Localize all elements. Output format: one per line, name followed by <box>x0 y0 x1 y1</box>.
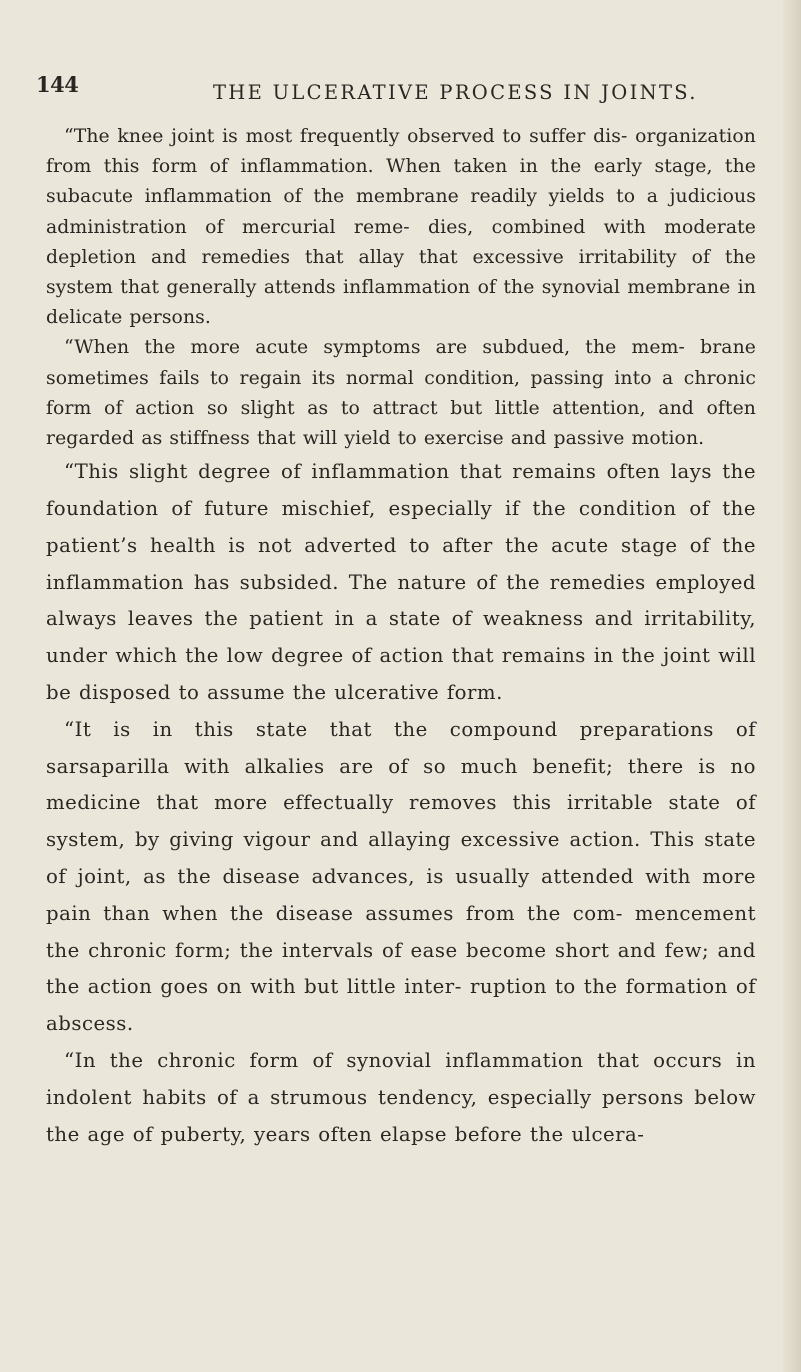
paragraph-slight-degree: “This slight degree of inflammation that remains often lays the foundation of future mischief, especially if the condition of the patient’s health is not adverted to after the acute stage of the inflammation has subsided. The nature of the remedies employed always leaves the patient in a state of weakness and irritability, under which the low degree of action that remains in the joint will be disposed to assume the ulcerative form. <box>46 460 756 705</box>
running-title: THE ULCERATIVE PROCESS IN JOINTS. <box>213 81 698 104</box>
page-edge <box>783 0 801 1372</box>
paragraph-knee-joint: “The knee joint is most frequently observed to suffer dis- organization from this form of inflammation. When taken in the early stage, the subacute inflammation of the membrane readily yields to a judicious administration of mercurial reme- dies, combined with moderate depletion and remedies that allay that excessive irritability of the system that generally attends inflammation of the synovial membrane in delicate persons. <box>46 126 756 329</box>
paragraph-chronic-form: “In the chronic form of synovial inflammation that occurs in indolent habits of a strumous tendency, especially persons below the age of puberty, years often elapse before the ulcera- <box>46 1048 756 1146</box>
body-text <box>46 122 756 1153</box>
paragraph-sarsaparilla: “It is in this state that the compound preparations of sarsaparilla with alkalies are of so much benefit; there is no medicine that more effectually removes this irritable state of system, by giving vigour and allaying excessive action. This state of joint, as the disease advances, is usually attended with more pain than when the disease assumes from the com- mencement the chronic form; the intervals of ease become short and few; and the action goes on with but little inter- ruption to the formation of abscess. <box>46 717 756 1036</box>
page-header <box>36 72 776 112</box>
paragraph-acute-symptoms: “When the more acute symptoms are subdued, the mem- brane sometimes fails to regain its normal condition, passing into a chronic form of action so slight as to attract but little attention, and often regarded as stiffness that will yield to exercise and passive motion. <box>46 337 756 450</box>
page-number: 144 <box>36 72 79 97</box>
